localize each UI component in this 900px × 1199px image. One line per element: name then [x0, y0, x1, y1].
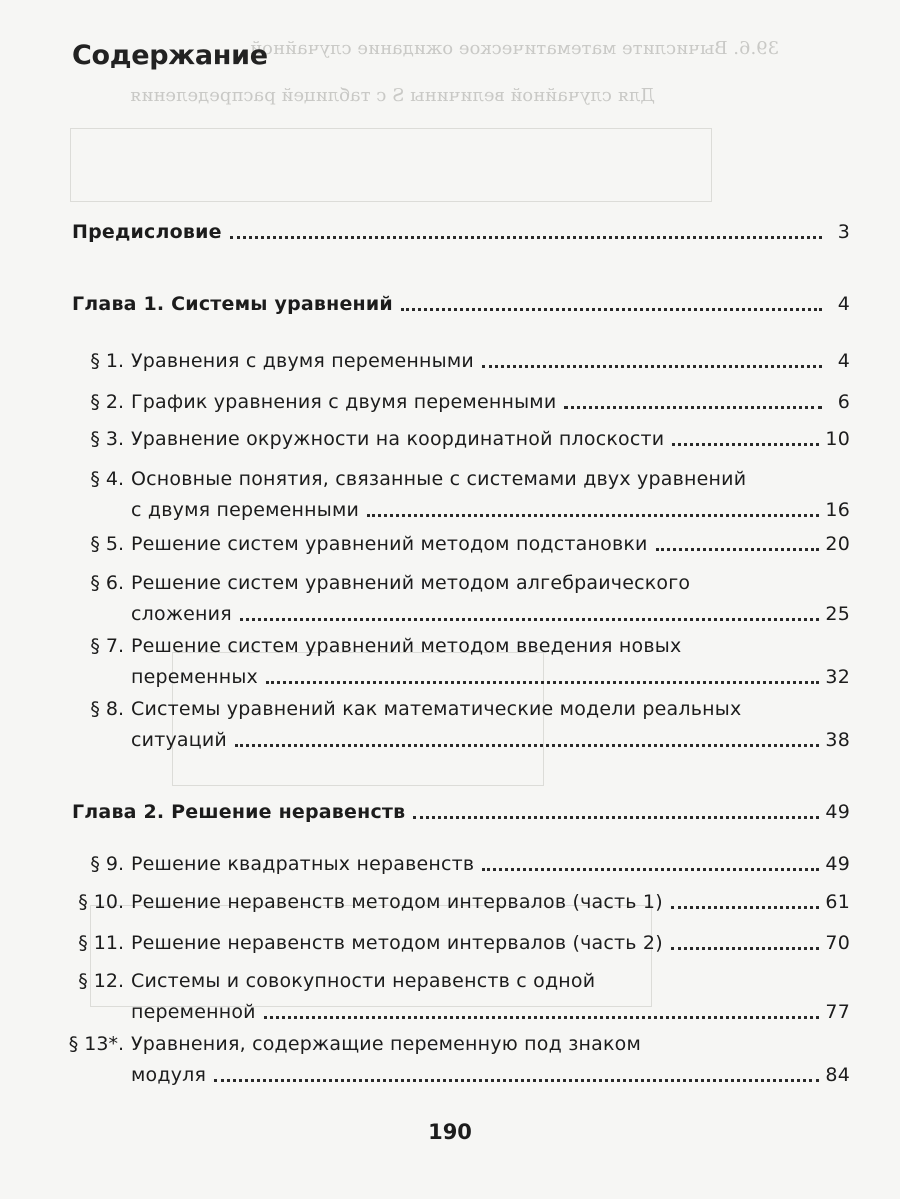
dot-leader: [401, 308, 822, 311]
toc-section-number: § 1.: [90, 350, 124, 372]
toc-section-entry[interactable]: [131, 349, 850, 373]
toc-section-title-line[interactable]: Решение систем уравнений методом алгебраического: [131, 572, 691, 594]
toc-section-number: § 11.: [78, 932, 124, 954]
toc-section-entry[interactable]: [131, 852, 850, 876]
toc-section-number: § 2.: [90, 391, 124, 413]
dot-leader: [482, 365, 822, 368]
toc-section-number: § 5.: [90, 533, 124, 555]
toc-section-title: переменных: [131, 666, 258, 688]
toc-section-title: Уравнение окружности на координатной плоскости: [131, 428, 665, 450]
toc-section-number: § 10.: [78, 891, 124, 913]
toc-section-number: § 4.: [90, 468, 124, 490]
toc-page-ref: 49: [825, 853, 850, 875]
toc-section-entry[interactable]: [131, 931, 850, 955]
toc-section-title: переменной: [131, 1001, 256, 1023]
toc-section-title: Решение квадратных неравенств: [131, 853, 475, 875]
bleed-through-table: [70, 128, 712, 202]
toc-section-title-line[interactable]: Решение систем уравнений методом введения новых: [131, 635, 682, 657]
dot-leader: [671, 906, 820, 909]
toc-chapter-title: Глава 2. Решение неравенств: [72, 801, 406, 823]
toc-section-entry[interactable]: [131, 890, 850, 914]
toc-section-title-line[interactable]: Основные понятия, связанные с системами двух уравнений: [131, 468, 747, 490]
toc-section-number: § 8.: [90, 698, 124, 720]
toc-section-entry[interactable]: [131, 498, 850, 522]
bleed-through-text: Для случайной величины S с таблицей распределения: [130, 85, 656, 106]
toc-section-entry[interactable]: [131, 1063, 850, 1087]
toc-chapter-title: Предисловие: [72, 221, 222, 243]
dot-leader: [671, 947, 820, 950]
page-number: 190: [428, 1120, 472, 1144]
dot-leader: [564, 406, 822, 409]
dot-leader: [214, 1079, 819, 1082]
toc-section-entry[interactable]: [131, 1000, 850, 1024]
dot-leader: [264, 1016, 820, 1019]
dot-leader: [240, 618, 820, 621]
toc-section-entry[interactable]: [131, 665, 850, 689]
toc-section-number: § 7.: [90, 635, 124, 657]
toc-section-title-line[interactable]: Уравнения, содержащие переменную под знаком: [131, 1033, 641, 1055]
dot-leader: [413, 816, 819, 819]
toc-page-ref: 49: [825, 801, 850, 823]
dot-leader: [656, 548, 820, 551]
toc-section-title: ситуаций: [131, 729, 227, 751]
dot-leader: [266, 681, 819, 684]
toc-page-ref: 6: [837, 391, 850, 413]
dot-leader: [230, 236, 822, 239]
toc-page-ref: 16: [825, 499, 850, 521]
toc-chapter-entry[interactable]: [72, 220, 850, 244]
page-title: Содержание: [72, 40, 268, 71]
toc-section-title-line[interactable]: Системы уравнений как математические модели реальных: [131, 698, 742, 720]
toc-section-title: Уравнения с двумя переменными: [131, 350, 474, 372]
toc-page-ref: 4: [837, 293, 850, 315]
toc-page-ref: 20: [825, 533, 850, 555]
toc-section-number: § 9.: [90, 853, 124, 875]
toc-section-number: § 13*.: [68, 1033, 124, 1055]
toc-page-ref: 3: [837, 221, 850, 243]
toc-page-ref: 84: [825, 1064, 850, 1086]
toc-section-entry[interactable]: [131, 602, 850, 626]
toc-page-ref: 38: [825, 729, 850, 751]
toc-page-ref: 77: [825, 1001, 850, 1023]
toc-section-title: Решение систем уравнений методом подстановки: [131, 533, 648, 555]
dot-leader: [367, 514, 819, 517]
toc-page-ref: 61: [825, 891, 850, 913]
dot-leader: [482, 868, 819, 871]
toc-section-title: Решение неравенств методом интервалов (часть 1): [131, 891, 663, 913]
toc-section-title: с двумя переменными: [131, 499, 360, 521]
toc-page-ref: 32: [825, 666, 850, 688]
toc-chapter-title: Глава 1. Системы уравнений: [72, 293, 393, 315]
toc-section-entry[interactable]: [131, 532, 850, 556]
toc-section-title: График уравнения с двумя переменными: [131, 391, 557, 413]
toc-page-ref: 10: [825, 428, 850, 450]
toc-chapter-entry[interactable]: [72, 800, 850, 824]
toc-section-entry[interactable]: [131, 427, 850, 451]
dot-leader: [672, 443, 819, 446]
toc-section-title: сложения: [131, 603, 232, 625]
bleed-through-text: 39.6. Вычислите математическое ожидание случайной: [250, 38, 780, 59]
toc-section-entry[interactable]: [131, 390, 850, 414]
dot-leader: [235, 744, 819, 747]
toc-page-ref: 25: [825, 603, 850, 625]
toc-section-title: Решение неравенств методом интервалов (часть 2): [131, 932, 663, 954]
toc-section-number: § 3.: [90, 428, 124, 450]
toc-section-number: § 12.: [78, 970, 124, 992]
toc-section-title-line[interactable]: Системы и совокупности неравенств с одной: [131, 970, 596, 992]
toc-section-number: § 6.: [90, 572, 124, 594]
toc-page-ref: 4: [837, 350, 850, 372]
toc-page-ref: 70: [825, 932, 850, 954]
toc-section-entry[interactable]: [131, 728, 850, 752]
toc-section-title: модуля: [131, 1064, 207, 1086]
toc-chapter-entry[interactable]: [72, 292, 850, 316]
